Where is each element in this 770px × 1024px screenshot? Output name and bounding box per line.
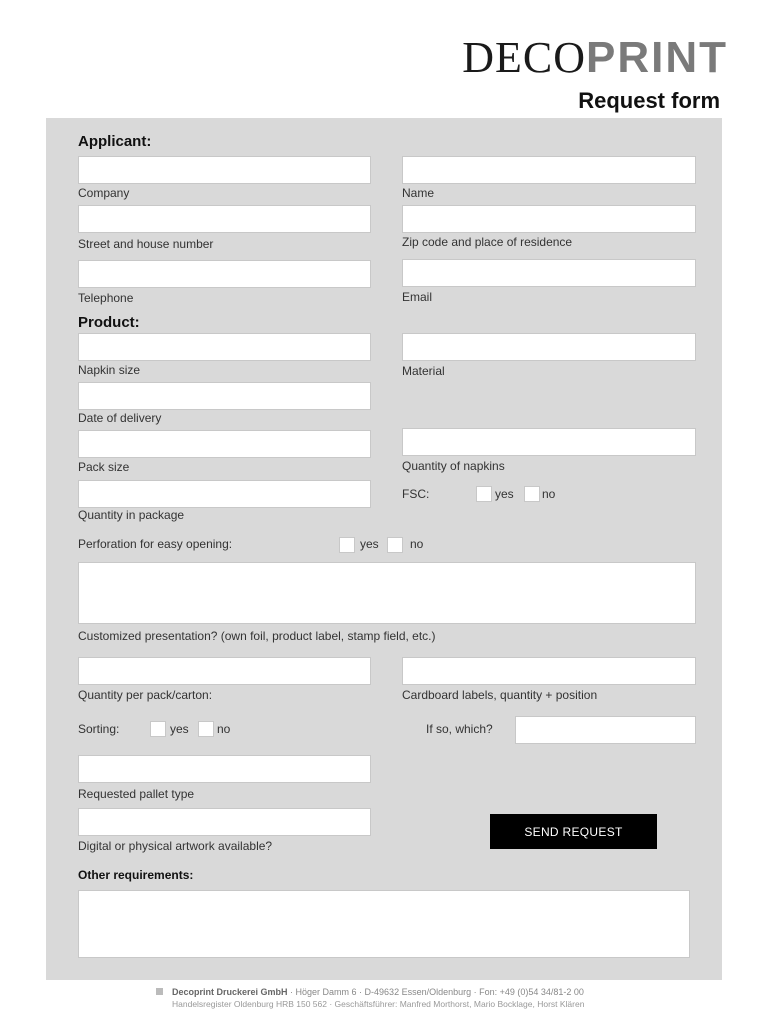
section-applicant: Applicant: xyxy=(78,133,152,150)
pack-size-field[interactable] xyxy=(78,430,371,458)
footer-address xyxy=(172,987,584,997)
artwork-field[interactable] xyxy=(78,808,371,836)
name-field[interactable] xyxy=(402,156,696,184)
sorting-no-label: no xyxy=(217,722,231,736)
qty-per-pack-field[interactable] xyxy=(78,657,371,685)
date-delivery-field[interactable] xyxy=(78,382,371,410)
footer-company: Decoprint Druckerei GmbH xyxy=(172,987,288,997)
perforation-label: Perforation for easy opening: xyxy=(78,537,233,551)
cardboard-field[interactable] xyxy=(402,657,696,685)
page-title: Request form xyxy=(578,88,720,113)
cardboard-label: Cardboard labels, quantity + position xyxy=(402,688,598,702)
customized-label: Customized presentation? (own foil, product label, stamp field, etc.) xyxy=(78,629,436,643)
napkin-size-field[interactable] xyxy=(78,333,371,361)
decoprint-logo xyxy=(462,33,728,82)
fsc-no-label: no xyxy=(542,487,556,501)
sorting-yes-label: yes xyxy=(170,722,189,736)
send-request-button[interactable]: SEND REQUEST xyxy=(490,814,657,849)
zip-field[interactable] xyxy=(402,205,696,233)
street-label: Street and house number xyxy=(78,237,214,251)
pallet-label: Requested pallet type xyxy=(78,787,195,801)
if-so-field[interactable] xyxy=(515,716,696,744)
logo-deco: DECO xyxy=(462,33,586,82)
date-delivery-label: Date of delivery xyxy=(78,411,162,425)
napkin-size-label: Napkin size xyxy=(78,363,141,377)
footer-address-text: · Höger Damm 6 · D-49632 Essen/Oldenburg · Fon: +49 (0)54 34/81-2 00 xyxy=(287,987,584,997)
company-field[interactable] xyxy=(78,156,371,184)
material-label: Material xyxy=(402,364,445,378)
name-label: Name xyxy=(402,186,435,200)
telephone-label: Telephone xyxy=(78,291,134,305)
telephone-field[interactable] xyxy=(78,260,371,288)
zip-label: Zip code and place of residence xyxy=(402,235,573,249)
other-requirements-textarea[interactable] xyxy=(78,890,690,958)
fsc-yes-checkbox[interactable] xyxy=(476,486,492,502)
fsc-yes-label: yes xyxy=(495,487,514,501)
material-field[interactable] xyxy=(402,333,696,361)
quantity-napkins-field[interactable] xyxy=(402,428,696,456)
footer-register: Handelsregister Oldenburg HRB 150 562 · Geschäftsführer: Manfred Morthorst, Mario Bocklage, Horst Klären xyxy=(172,999,585,1009)
fsc-no-checkbox[interactable] xyxy=(524,486,540,502)
email-label: Email xyxy=(402,290,433,304)
artwork-label: Digital or physical artwork available? xyxy=(78,839,273,853)
fsc-label: FSC: xyxy=(402,487,430,501)
street-field[interactable] xyxy=(78,205,371,233)
quantity-package-field[interactable] xyxy=(78,480,371,508)
sorting-yes-checkbox[interactable] xyxy=(150,721,166,737)
sorting-label: Sorting: xyxy=(78,722,120,736)
company-label: Company xyxy=(78,186,130,200)
logo-print: PRINT xyxy=(586,33,728,82)
customized-textarea[interactable] xyxy=(78,562,696,624)
pack-size-label: Pack size xyxy=(78,460,130,474)
perforation-no-label: no xyxy=(410,537,424,551)
if-so-label: If so, which? xyxy=(426,722,493,736)
footer-square xyxy=(156,988,163,995)
qty-per-pack-label: Quantity per pack/carton: xyxy=(78,688,213,702)
section-product: Product: xyxy=(78,314,140,331)
perforation-yes-label: yes xyxy=(360,537,379,551)
perforation-yes-checkbox[interactable] xyxy=(339,537,355,553)
quantity-package-label: Quantity in package xyxy=(78,508,185,522)
quantity-napkins-label: Quantity of napkins xyxy=(402,459,505,473)
section-other: Other requirements: xyxy=(78,868,194,882)
email-field[interactable] xyxy=(402,259,696,287)
pallet-field[interactable] xyxy=(78,755,371,783)
perforation-no-checkbox[interactable] xyxy=(387,537,403,553)
sorting-no-checkbox[interactable] xyxy=(198,721,214,737)
